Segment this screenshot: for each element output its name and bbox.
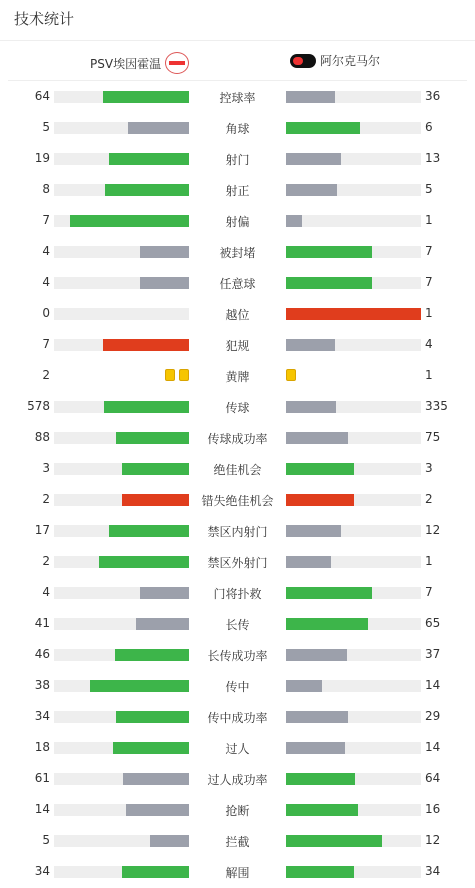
away-bar-fill [286, 556, 331, 568]
away-team[interactable] [290, 52, 380, 69]
home-bar-track [54, 91, 189, 103]
stat-row [0, 763, 475, 794]
home-bar-fill [140, 277, 189, 289]
away-value: 13 [425, 151, 441, 165]
home-bar-track [54, 680, 189, 692]
stat-row [0, 484, 475, 515]
away-value: 14 [425, 740, 441, 754]
home-bar-track [54, 649, 189, 661]
stat-row [0, 856, 475, 887]
away-value: 64 [425, 771, 441, 785]
stat-label: 门将扑救 [213, 587, 262, 601]
home-bar-track [54, 463, 189, 475]
home-team[interactable] [90, 52, 189, 74]
away-bar-track [286, 246, 421, 258]
stat-row [0, 236, 475, 267]
stat-row [0, 298, 475, 329]
away-bar-track [286, 91, 421, 103]
stat-label: 过人 [225, 742, 250, 756]
home-bar-track [54, 804, 189, 816]
az-logo-icon [290, 54, 316, 68]
away-bar-fill [286, 277, 372, 289]
stat-label: 传中成功率 [207, 711, 268, 725]
away-value: 12 [425, 833, 441, 847]
away-bar-track [286, 649, 421, 661]
stat-row [0, 825, 475, 856]
away-team-name: 阿尔克马尔 [320, 54, 381, 68]
away-bar-fill [286, 742, 345, 754]
stat-label: 禁区外射门 [207, 556, 268, 570]
away-value: 1 [425, 554, 433, 568]
away-bar-fill [286, 463, 354, 475]
home-bar-fill [103, 339, 189, 351]
page-title: 技术统计 [14, 10, 75, 28]
home-bar-track [54, 153, 189, 165]
away-value: 14 [425, 678, 441, 692]
stat-label: 射偏 [225, 215, 250, 229]
home-bar-fill [140, 246, 189, 258]
stat-row [0, 267, 475, 298]
home-bar-fill [104, 401, 189, 413]
home-value: 2 [42, 554, 50, 568]
stat-label: 传球 [225, 401, 250, 415]
away-bar-track [286, 618, 421, 630]
home-bar-track [54, 742, 189, 754]
home-value: 14 [34, 802, 50, 816]
stat-row [0, 422, 475, 453]
home-bar-fill [113, 742, 189, 754]
home-value: 578 [27, 399, 50, 413]
stat-row [0, 81, 475, 112]
away-bar-track [286, 525, 421, 537]
away-bar-fill [286, 587, 372, 599]
stat-label: 任意球 [219, 277, 256, 291]
away-bar-track [286, 556, 421, 568]
away-bar-fill [286, 649, 347, 661]
away-bar-fill [286, 680, 322, 692]
away-value: 37 [425, 647, 441, 661]
home-bar-track [54, 866, 189, 878]
away-value: 6 [425, 120, 433, 134]
away-bar-fill [286, 122, 360, 134]
away-value: 7 [425, 275, 433, 289]
home-value: 5 [42, 120, 50, 134]
home-value: 4 [42, 244, 50, 258]
away-bar-track [286, 184, 421, 196]
home-yellow-cards [165, 369, 189, 381]
away-bar-fill [286, 432, 348, 444]
away-value: 5 [425, 182, 433, 196]
home-bar-track [54, 556, 189, 568]
stat-row [0, 577, 475, 608]
home-value: 2 [42, 492, 50, 506]
home-bar-track [54, 246, 189, 258]
home-team-name: PSV埃因霍温 [90, 56, 162, 71]
stat-label: 越位 [225, 308, 250, 322]
away-bar-fill [286, 804, 358, 816]
away-bar-track [286, 122, 421, 134]
home-value: 19 [34, 151, 50, 165]
stat-label: 拦截 [225, 835, 250, 849]
stat-row [0, 143, 475, 174]
stat-label: 抢断 [225, 804, 250, 818]
away-bar-track [286, 308, 421, 320]
home-bar-fill [150, 835, 189, 847]
stat-row [0, 329, 475, 360]
home-value: 0 [42, 306, 50, 320]
stat-label: 传中 [225, 680, 250, 694]
away-bar-fill [286, 246, 372, 258]
home-value: 17 [34, 523, 50, 537]
away-bar-track [286, 494, 421, 506]
stat-row [0, 546, 475, 577]
away-value: 7 [425, 585, 433, 599]
stat-row [0, 205, 475, 236]
away-value: 1 [425, 213, 433, 227]
home-value: 34 [34, 864, 50, 878]
away-bar-fill [286, 618, 368, 630]
away-value: 7 [425, 244, 433, 258]
away-bar-fill [286, 308, 421, 320]
home-bar-fill [99, 556, 189, 568]
yellow-card-icon [165, 369, 175, 381]
home-bar-fill [136, 618, 189, 630]
away-bar-track [286, 277, 421, 289]
away-bar-track [286, 835, 421, 847]
stat-label: 犯规 [225, 339, 250, 353]
away-bar-fill [286, 339, 335, 351]
home-bar-track [54, 122, 189, 134]
home-value: 88 [34, 430, 50, 444]
home-bar-fill [90, 680, 189, 692]
away-yellow-cards [286, 369, 296, 381]
away-bar-fill [286, 711, 348, 723]
away-bar-fill [286, 153, 341, 165]
home-bar-fill [115, 649, 189, 661]
stat-label: 控球率 [219, 91, 256, 105]
away-bar-track [286, 339, 421, 351]
home-bar-fill [128, 122, 189, 134]
stat-row [0, 794, 475, 825]
away-bar-fill [286, 91, 335, 103]
away-bar-track [286, 742, 421, 754]
home-value: 18 [34, 740, 50, 754]
home-bar-track [54, 432, 189, 444]
away-value: 75 [425, 430, 441, 444]
home-bar-fill [70, 215, 189, 227]
home-bar-fill [105, 184, 189, 196]
stat-row [0, 608, 475, 639]
away-bar-track [286, 587, 421, 599]
home-value: 38 [34, 678, 50, 692]
stat-label: 解围 [225, 866, 250, 880]
home-bar-track [54, 773, 189, 785]
stat-label: 角球 [225, 122, 250, 136]
stat-row [0, 639, 475, 670]
home-value: 8 [42, 182, 50, 196]
home-value: 61 [34, 771, 50, 785]
stat-label: 长传 [225, 618, 250, 632]
away-bar-track [286, 711, 421, 723]
away-bar-track [286, 153, 421, 165]
away-bar-track [286, 680, 421, 692]
stat-row [0, 360, 475, 391]
home-bar-track [54, 308, 189, 320]
home-value: 34 [34, 709, 50, 723]
psv-logo-icon [165, 52, 189, 74]
home-bar-fill [116, 711, 189, 723]
home-bar-fill [126, 804, 189, 816]
home-value: 3 [42, 461, 50, 475]
away-value: 65 [425, 616, 441, 630]
stat-row [0, 391, 475, 422]
home-value: 64 [34, 89, 50, 103]
away-value: 12 [425, 523, 441, 537]
away-bar-fill [286, 525, 341, 537]
stat-row [0, 515, 475, 546]
home-bar-track [54, 277, 189, 289]
stat-row [0, 670, 475, 701]
home-bar-fill [122, 463, 190, 475]
away-bar-track [286, 401, 421, 413]
away-bar-track [286, 215, 421, 227]
stat-label: 错失绝佳机会 [201, 494, 274, 508]
home-bar-fill [122, 494, 190, 506]
away-bar-track [286, 432, 421, 444]
home-value: 7 [42, 213, 50, 227]
stats-list [0, 81, 475, 887]
stat-label: 长传成功率 [207, 649, 268, 663]
home-bar-track [54, 587, 189, 599]
away-bar-fill [286, 866, 354, 878]
away-bar-fill [286, 401, 336, 413]
home-value: 41 [34, 616, 50, 630]
away-bar-track [286, 866, 421, 878]
home-value: 4 [42, 275, 50, 289]
away-value: 335 [425, 399, 448, 413]
away-bar-fill [286, 835, 382, 847]
stat-label: 被封堵 [219, 246, 256, 260]
home-bar-fill [109, 525, 189, 537]
stat-row [0, 701, 475, 732]
home-bar-fill [123, 773, 189, 785]
stat-row [0, 174, 475, 205]
stat-label: 射门 [225, 153, 250, 167]
away-value: 1 [425, 368, 433, 382]
home-bar-fill [140, 587, 189, 599]
yellow-card-icon [179, 369, 189, 381]
stat-row [0, 112, 475, 143]
stat-label: 黄牌 [225, 370, 250, 384]
stat-row [0, 732, 475, 763]
away-value: 4 [425, 337, 433, 351]
home-bar-fill [109, 153, 189, 165]
home-bar-fill [122, 866, 190, 878]
stat-row [0, 453, 475, 484]
away-bar-track [286, 463, 421, 475]
stat-label: 禁区内射门 [207, 525, 268, 539]
home-bar-track [54, 184, 189, 196]
away-bar-fill [286, 215, 302, 227]
home-bar-track [54, 494, 189, 506]
away-value: 16 [425, 802, 441, 816]
home-bar-track [54, 835, 189, 847]
away-bar-fill [286, 184, 337, 196]
home-bar-track [54, 215, 189, 227]
home-value: 5 [42, 833, 50, 847]
away-value: 3 [425, 461, 433, 475]
home-bar-track [54, 618, 189, 630]
away-bar-track [286, 773, 421, 785]
home-bar-track [54, 711, 189, 723]
away-value: 2 [425, 492, 433, 506]
home-value: 2 [42, 368, 50, 382]
stat-label: 传球成功率 [207, 432, 268, 446]
away-value: 34 [425, 864, 441, 878]
home-bar-fill [116, 432, 189, 444]
away-bar-track [286, 804, 421, 816]
home-value: 4 [42, 585, 50, 599]
away-value: 36 [425, 89, 441, 103]
home-bar-track [54, 339, 189, 351]
home-value: 7 [42, 337, 50, 351]
away-value: 29 [425, 709, 441, 723]
stat-label: 过人成功率 [207, 773, 268, 787]
stat-label: 射正 [225, 184, 250, 198]
stat-label: 绝佳机会 [213, 463, 262, 477]
away-bar-fill [286, 494, 354, 506]
home-bar-track [54, 401, 189, 413]
yellow-card-icon [286, 369, 296, 381]
home-value: 46 [34, 647, 50, 661]
home-bar-track [54, 525, 189, 537]
away-bar-fill [286, 773, 355, 785]
divider [0, 40, 475, 41]
home-bar-fill [103, 91, 189, 103]
away-value: 1 [425, 306, 433, 320]
